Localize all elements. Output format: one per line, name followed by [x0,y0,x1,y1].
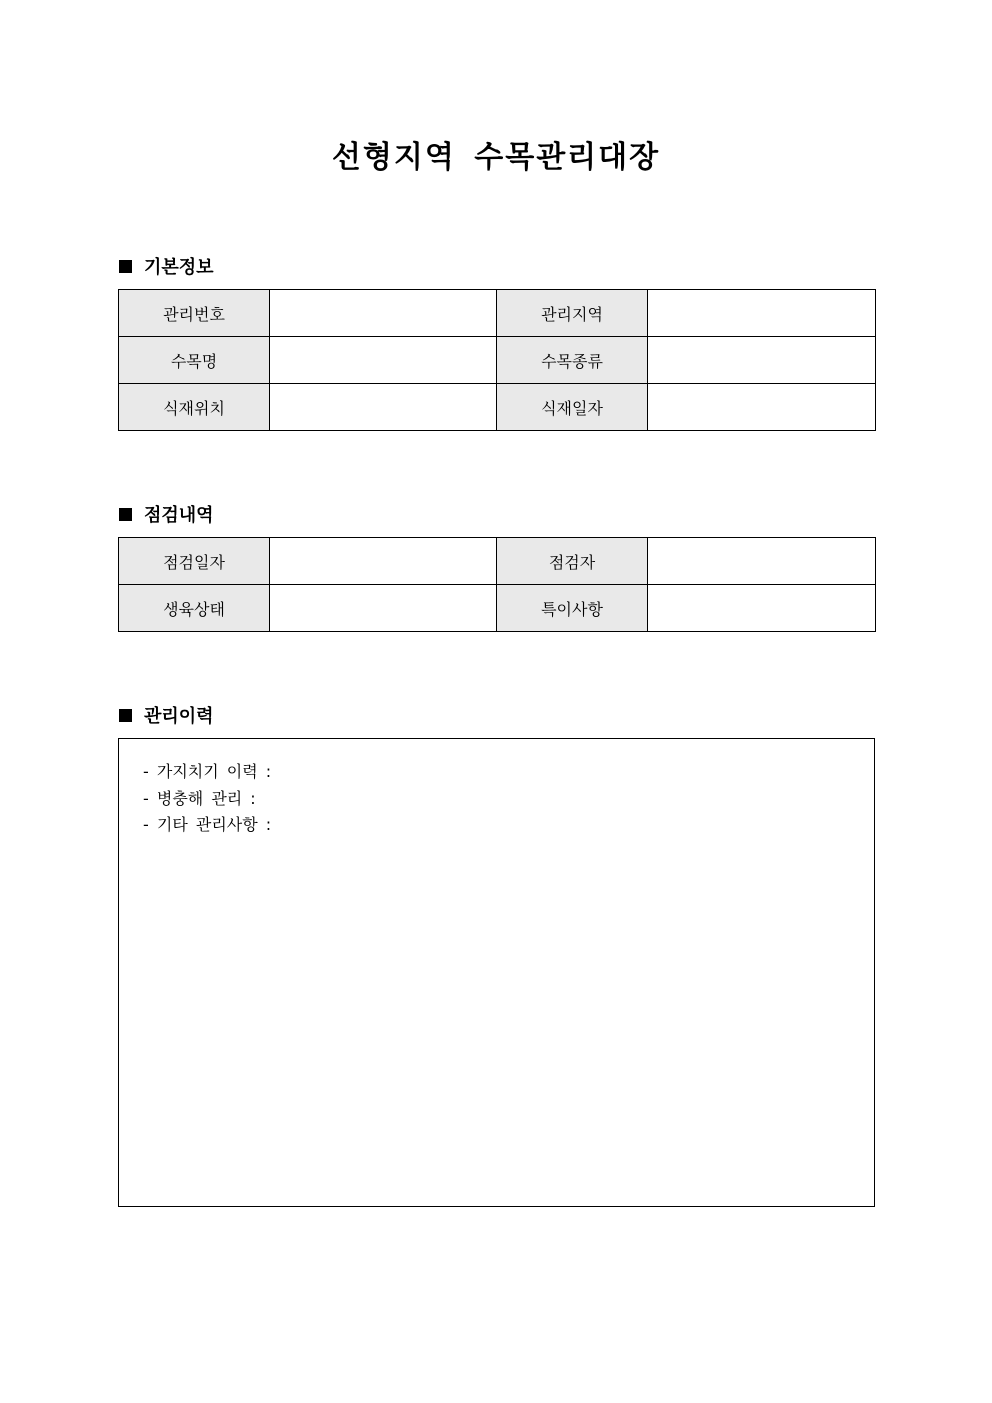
inspector-field[interactable] [648,538,876,585]
field-label: 점검일자 [119,538,270,585]
basic-info-table [118,289,876,431]
field-label: 수목명 [119,337,270,384]
list-item: - 병충해 관리 : [143,788,256,808]
section-heading-label: 점검내역 [144,505,214,526]
document-title: 선형지역 수목관리대장 [331,140,661,175]
section-heading-label: 관리이력 [144,706,214,727]
section-heading-history [119,702,214,728]
tree-name-field[interactable] [270,337,497,384]
management-area-field[interactable] [648,290,876,337]
history-list [143,759,271,839]
management-number-field[interactable] [270,290,497,337]
list-item: - 기타 관리사항 : [143,815,272,834]
table-row [119,384,876,431]
management-history-box[interactable] [118,738,875,1207]
field-label: 생육상태 [119,585,270,632]
table-row [119,290,876,337]
square-bullet-icon [119,508,132,521]
table-row [119,538,876,585]
inspection-table [118,537,876,632]
section-heading-inspection [119,501,214,527]
square-bullet-icon [119,260,132,273]
field-label: 특이사항 [497,585,648,632]
field-label: 관리지역 [497,290,648,337]
inspection-date-field[interactable] [270,538,497,585]
table-row [119,337,876,384]
square-bullet-icon [119,709,132,722]
planting-date-field[interactable] [648,384,876,431]
tree-type-field[interactable] [648,337,876,384]
list-item: - 가지치기 이력 : [143,762,272,781]
section-heading-basic-info [119,253,214,279]
field-label: 관리번호 [119,290,270,337]
field-label: 식재위치 [119,384,270,431]
field-label: 수목종류 [497,337,648,384]
planting-location-field[interactable] [270,384,497,431]
growth-condition-field[interactable] [270,585,497,632]
section-heading-label: 기본정보 [144,257,214,278]
remarks-field[interactable] [648,585,876,632]
field-label: 식재일자 [497,384,648,431]
field-label: 점검자 [497,538,648,585]
table-row [119,585,876,632]
